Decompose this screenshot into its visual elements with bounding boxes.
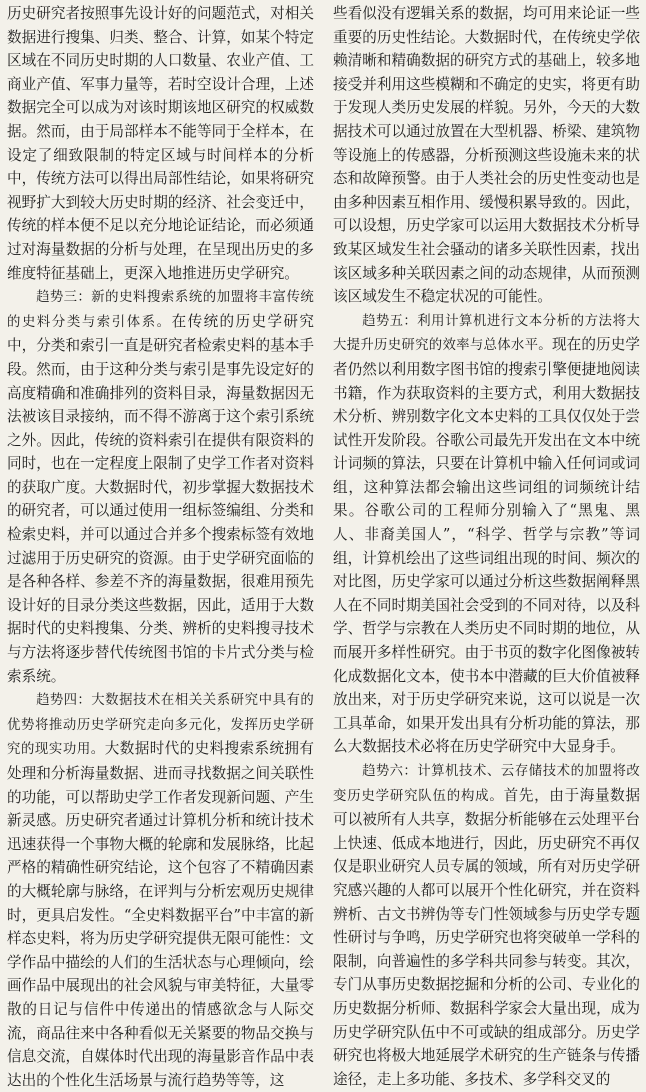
right-column (333, 2, 640, 1091)
trend-six-body: 首先，由于海量数据可以被所有人共享，数据分析能够在云处理平台上快速、低成本地进行，因此，历史研究不再仅仅是职业研究人员专属的领域，所有对历史学研究感兴趣的人都可以展开个性化研究，并在资料辨析、古文书辨伪等专门性领域参与历史学专题性研讨与争鸣，历史学研究也将突破单一学科的限制，向普遍性的多学科共同参与转变。其次，专门从事历史数据挖掘和分析的公司、专业化的历史数据分析师、数据科学家会大量出现，成为历史学研究队伍中不可或缺的组成部分。历史学研究也将极大地延展学术研究的生产链条与传播途径，走上多功能、多技术、多学科交叉的 (333, 786, 640, 1088)
trend-four-heading: 趋势四： (36, 693, 92, 709)
trend-three-lead: 新的史料搜索系统的加盟将丰富传统的史料分类与索引体系。 (7, 290, 315, 330)
paragraph-correlation-continued: 些看似没有逻辑关系的数据，均可用来论证一些重要的历史性结论。大数据时代，在传统史学依赖清晰和精确数据的研究方式的基础上，较多地接受并利用这些模糊和不确定的史实，将更有助于发现人类历史发展的样貌。另外，今天的大数据技术可以通过放置在大型机器、桥梁、建筑物等设施上的传感器，分析预测这些设施未来的状态和故障预警。由于人类社会的历史性变动也是由多种因素互相作用、缓慢积累导致的。因此，可以设想，历史学家可以运用大数据技术分析导致某区域发生社会骚动的诸多关联性因素，找出该区域多种关联因素之间的动态规律，从而预测该区域发生不稳定状况的可能性。 (333, 5, 640, 306)
trend-six-lead: 计算机技术、云存储技术的加盟将改变历史学研究队伍的构成。 (333, 764, 641, 804)
trend-five-lead: 利用计算机进行文本分析的方法将大大提升历史研究的效率与总体水平。 (333, 313, 641, 354)
paragraph-data-collection: 历史研究者按照事先设计好的问题范式，对相关数据进行搜集、归类、整合、计算，如某个特定区域在不同历史时期的人口数量、农业产值、工商业产值、军事力量等，若时空设计合理，上述数据完全可以成为对该时期该地区研究的权威数据。然而，由于局部样本不能等同于全样本，在设定了细致限制的特定区域与时间样本的分析中，传统方法可以得出局部性结论，如果将研究视野扩大到较大历史时期的经济、社会变迁中，传统的样本便不足以充分地论证结论，而必须通过对海量数据的分析与处理，在呈现出历史的多维度特征基础上，更深入地推进历史学研究。 (7, 5, 314, 282)
trend-four-lead: 大数据技术在相关关系研究中具有的优势将推动历史学研究走向多元化，发挥历史学研究的现实功用。 (7, 693, 315, 758)
left-column (7, 2, 314, 1092)
paragraph-trend-three (7, 285, 314, 688)
trend-three-body: 在传统的历史学研究中，分类和索引一直是研究者检索史料的基本手段。然而，由于这种分类与索引是事先设定好的高度精确和准确排列的资料目录，海量数据因无法被该目录接纳，而不得不游离于这个索引系统之外。因此，传统的资料索引在提供有限资料的同时，也在一定程度上限制了史学工作者对资料的获取广度。大数据时代，初步掌握大数据技术的研究者，可以通过使用一组标签编组、分类和检索史料，并可以通过合并多个搜索标签有效地过滤用于历史研究的资源。由于史学研究面临的是各种各样、参差不齐的海量数据，很难用预先设计好的目录分类这些数据，因此，适用于大数据时代的史料搜集、分类、辨析的史料搜寻技术与方法将逐步替代传统图书馆的卡片式分类与检索系统。 (7, 312, 314, 685)
paragraph-trend-four (7, 688, 314, 1092)
trend-three-heading: 趋势三： (36, 290, 92, 306)
trend-six-heading: 趋势六： (362, 764, 418, 779)
paragraph-trend-five (333, 309, 640, 759)
trend-four-body: 大数据时代的史料搜索系统拥有处理和分析海量数据、进而寻找数据之间关联性的功能，可以帮助史学工作者发现新问题、产生新灵感。历史研究者通过计算机分析和统计技术迅速获得一个事物大概的轮廓和发展脉络，比起严格的精确性研究结论，这个包容了不精确因素的大概轮廓与脉络，在评判与分析宏观历史规律时，更具启发性。“全史料数据平台”中丰富的新样态史料，将为历史学研究提供无限可能性：文学作品中描绘的人们的生活状态与心理倾向，绘画作品中展现出的社会风貌与审美特征，大量零散的日记与信件中传递出的情感欲念与人际交流，商品往来中各种看似无关紧要的物品交换与信息交流，自媒体时代出现的海量影音作品中表达出的个性化生活场景与流行趋势等等，这 (7, 740, 314, 1089)
trend-five-body: 现在的历史学者仍然以利用数字图书馆的搜索引擎便捷地阅读书籍，作为获取资料的主要方式，利用大数据技术分析、辨别数字化文本史料的工具仅仅处于尝试性开发阶段。谷歌公司最先开发出在文本中统计词频的算法，只要在计算机中输入任何词或词组，这种算法都会输出这些词组的词频统计结果。谷歌公司的工程师分别输入了“黑鬼、黑人、非裔美国人”，“科学、哲学与宗教”等词组，计算机绘出了这些词组出现的时间、频次的对比图，历史学家可以通过分析这些数据阐释黑人在不同时期美国社会受到的不同对待，以及科学、哲学与宗教在人类历史不同时期的地位，从而展开多样性研究。由于书页的数字化图像被转化成数据化文本，使书本中潜藏的巨大价值被释放出来，对于历史学研究来说，这可以说是一次工具革命，如果开发出具有分析功能的算法，那么大数据技术必将在历史学研究中大显身手。 (333, 336, 640, 756)
paragraph-trend-six (333, 759, 640, 1091)
trend-five-heading: 趋势五： (362, 313, 418, 329)
